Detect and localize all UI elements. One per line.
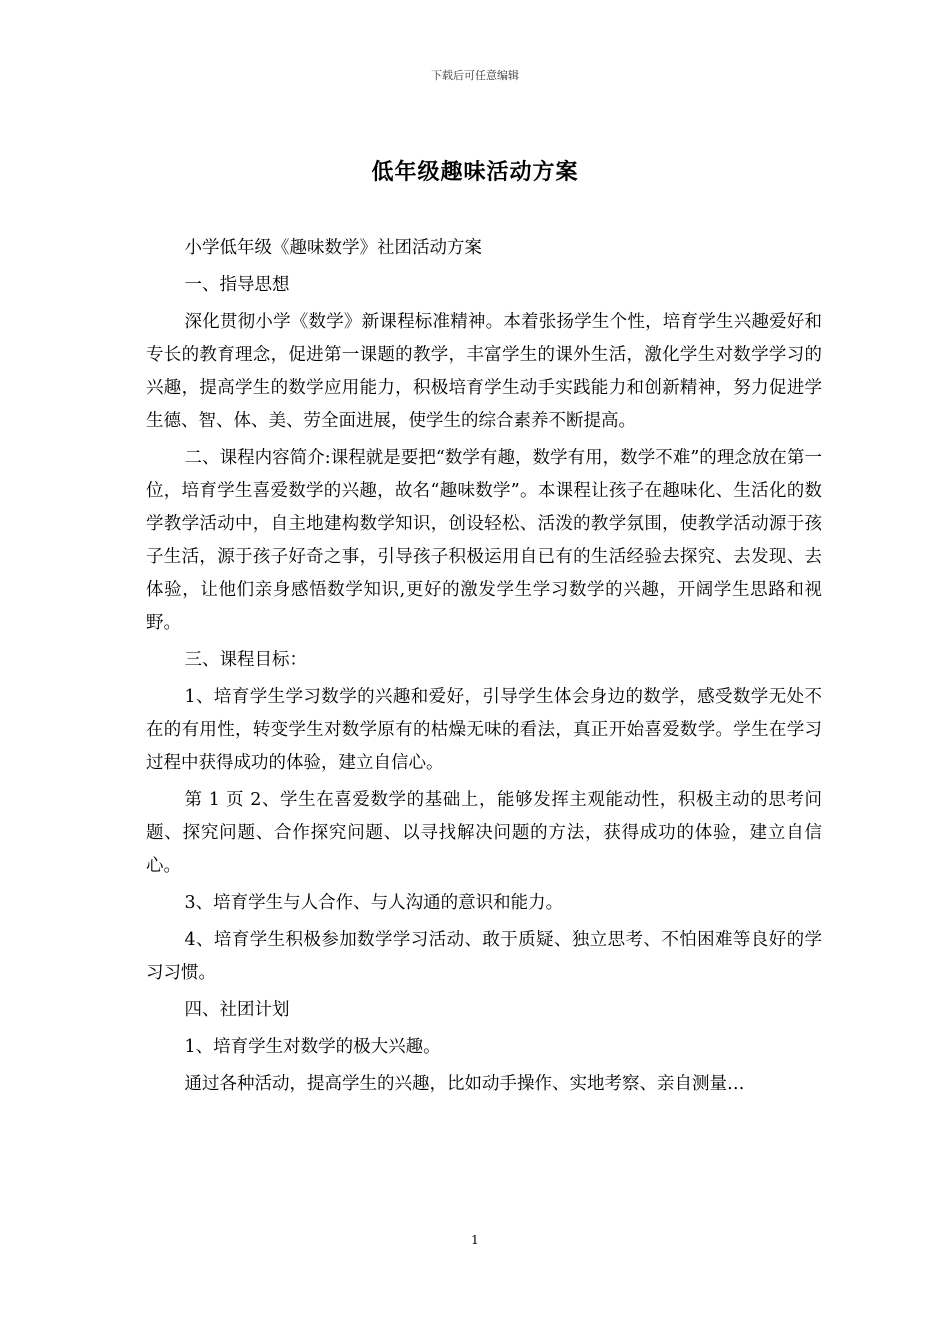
page-number: 1 (471, 1233, 479, 1247)
paragraph-course-intro: 二、课程内容简介:课程就是要把“数学有趣，数学有用，数学不难”的理念放在第一位，培育学生喜爱数学的兴趣，故名“趣味数学”。本课程让孩子在趣味化、生活化的数学教学活动中，自主地建构数学知识，创设轻松、活泼的教学氛围，使教学活动源于孩子生活，源于孩子好奇之事，引导孩子积极运用自已有的生活经验去探究、去发现、去体验，让他们亲身感悟数学知识,更好的激发学生学习数学的兴趣，开阔学生思路和视野。 (146, 448, 822, 633)
paragraph-goal-4: 4、培育学生积极参加数学学习活动、敢于质疑、独立思考、不怕困难等良好的学习习惯。 (146, 930, 822, 983)
paragraph-goal-1: 1、培育学生学习数学的兴趣和爱好，引导学生体会身边的数学，感受数学无处不在的有用性，转变学生对数学原有的枯燥无味的看法，真正开始喜爱数学。学生在学习过程中获得成功的体验，建立自信心。 (146, 687, 822, 773)
section-heading-guiding-thought: 一、指导思想 (184, 275, 290, 295)
paragraph-plan-1-detail: 通过各种活动，提高学生的兴趣，比如动手操作、实地考察、亲自测量… (184, 1074, 745, 1094)
paragraph-goal-3: 3、培育学生与人合作、与人沟通的意识和能力。 (184, 893, 564, 913)
paragraph-plan-1: 1、培育学生对数学的极大兴趣。 (184, 1037, 441, 1057)
section-heading-course-goals: 三、课程目标： (184, 650, 307, 670)
paragraph-subtitle: 小学低年级《趣味数学》社团活动方案 (184, 238, 482, 258)
section-heading-club-plan: 四、社团计划 (184, 1000, 290, 1020)
header-note: 下载后可任意编辑 (431, 69, 519, 82)
paragraph-guiding-thought: 深化贯彻小学《数学》新课程标准精神。本着张扬学生个性，培育学生兴趣爱好和专长的教育理念，促进第一课题的教学，丰富学生的课外生活，激化学生对数学学习的兴趣，提高学生的数学应用能力，积极培育学生动手实践能力和创新精神，努力促进学生德、智、体、美、劳全面进展，使学生的综合素养不断提高。 (146, 312, 822, 431)
document-body (146, 232, 822, 1105)
page-title: 低年级趣味活动方案 (371, 159, 579, 185)
paragraph-goal-2: 第 1 页 2、学生在喜爱数学的基础上，能够发挥主观能动性，积极主动的思考问题、探究问题、合作探究问题、以寻找解决问题的方法，获得成功的体验，建立自信心。 (146, 790, 822, 876)
